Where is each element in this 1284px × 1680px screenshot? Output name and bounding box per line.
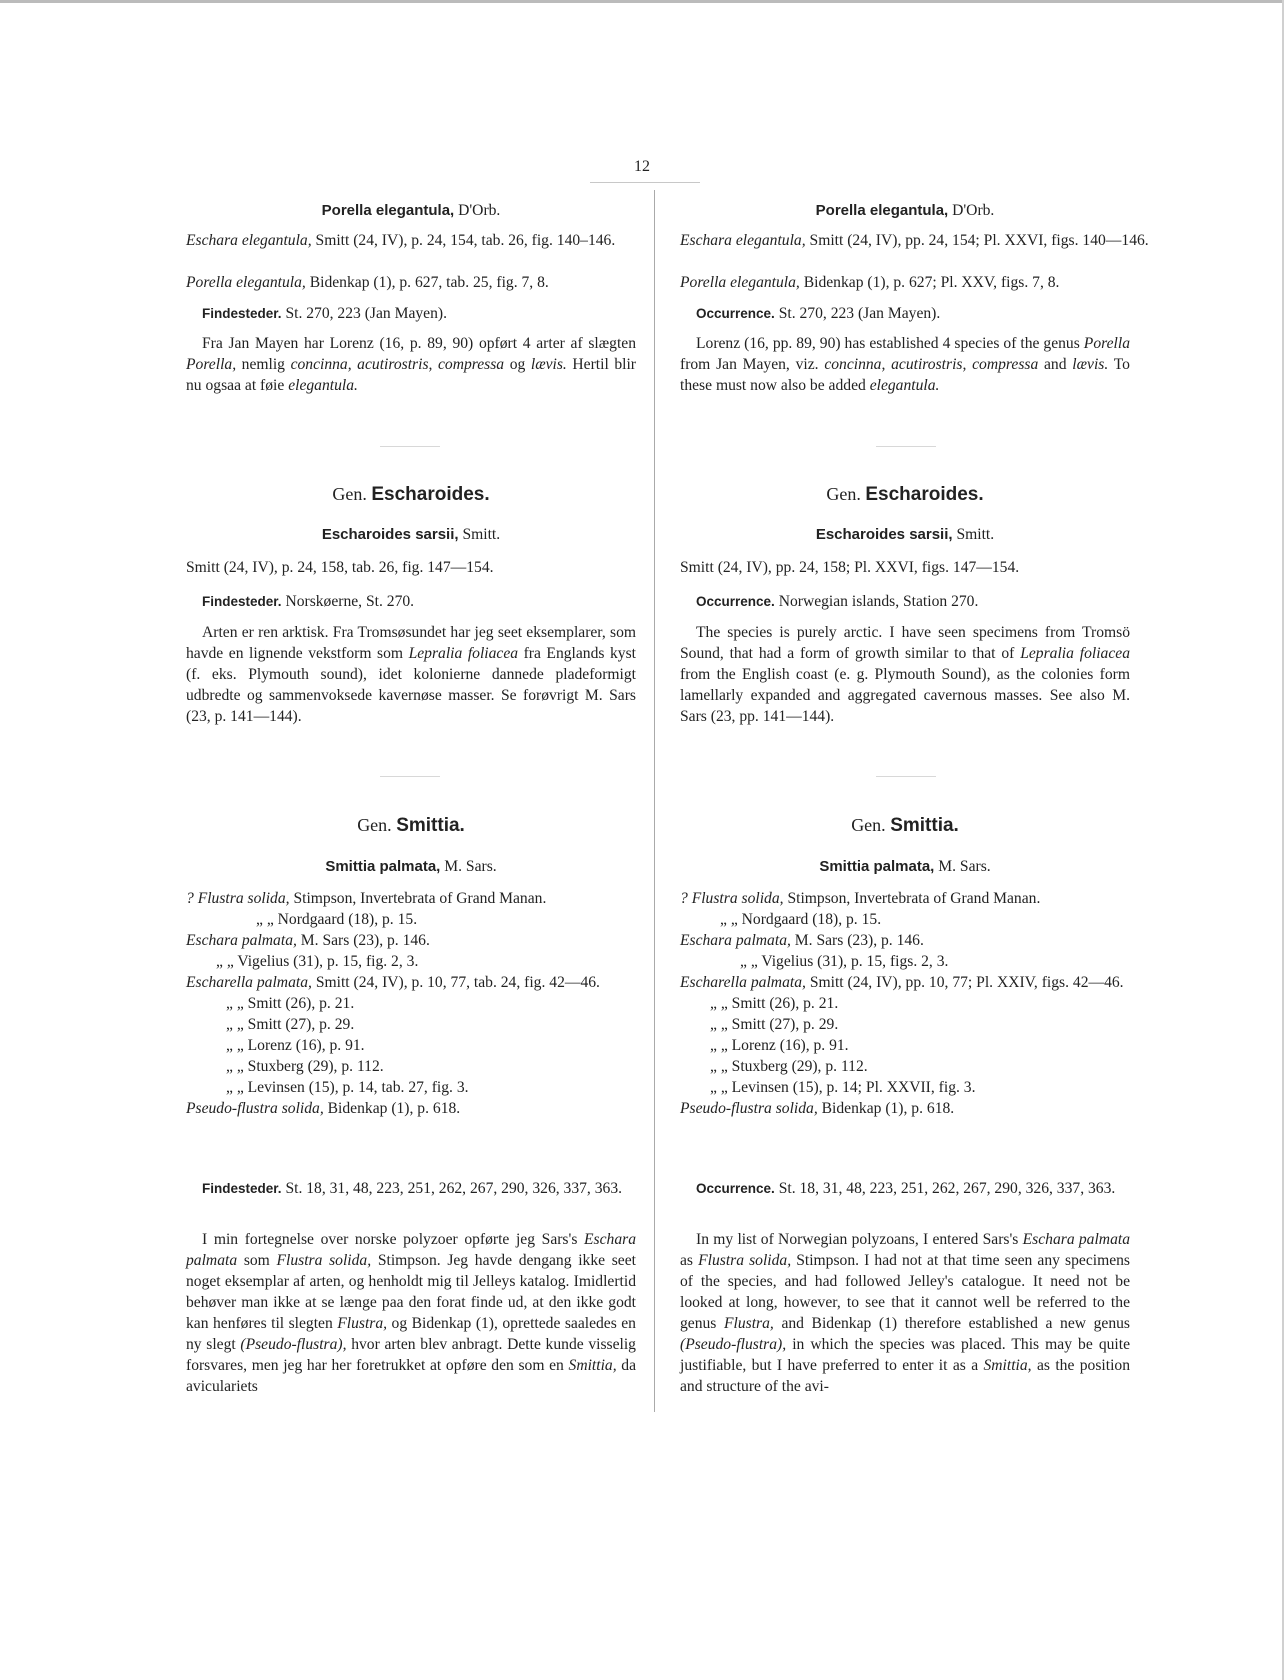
synonym-line: „ „ Stuxberg (29), p. 112. xyxy=(226,1058,384,1075)
synonym-line: Escharella palmata, Smitt (24, IV), p. 10, 77, tab. 24, fig. 42—46. xyxy=(186,974,600,991)
synonym-line: „ „ Smitt (26), p. 21. xyxy=(710,995,839,1012)
left-escharoides-genus-heading: Gen. Escharoides. xyxy=(332,484,490,505)
right-smittia-genus-heading: Gen. Smittia. xyxy=(851,815,959,836)
left-smittia-synonymy xyxy=(186,888,636,1119)
left-escharoides-title: Escharoides sarsii, Smitt. xyxy=(321,526,501,543)
synonym-line: Eschara palmata, M. Sars (23), p. 146. xyxy=(186,932,430,949)
right-porella-paragraph: Lorenz (16, pp. 89, 90) has established 4 species of the genus Porella from Jan Mayen, viz. concinna, acutirostris, compressa and lævis. To these must now also be added elegantula. xyxy=(680,335,1130,394)
left-smittia-title: Smittia palmata, M. Sars. xyxy=(325,858,497,875)
column-divider xyxy=(654,190,655,1412)
synonym-line: „ „ Smitt (27), p. 29. xyxy=(710,1016,839,1033)
right-escharoides-paragraph: The species is purely arctic. I have seen specimens from Tromsö Sound, that had a form of growth similar to that of Lepralia foliacea from the English coast (e. g. Plymouth Sound), as the colonies form lamellarly expanded and aggregated cavernous masses. See also M. Sars (23, pp. 141—144). xyxy=(680,624,1130,725)
synonym-line: „ „ Nordgaard (18), p. 15. xyxy=(720,911,882,928)
left-smittia-occurrence: Findesteder. St. 18, 31, 48, 223, 251, 262, 267, 290, 326, 337, 363. xyxy=(202,1180,623,1197)
synonym-line: „ „ Levinsen (15), p. 14, tab. 27, fig. 3. xyxy=(226,1079,469,1096)
section-separator xyxy=(876,446,936,447)
right-porella-ref: Eschara elegantula, Smitt (24, IV), pp. 24, 154; Pl. XXVI, figs. 140—146. xyxy=(680,232,1149,249)
synonym-line: Pseudo-flustra solida, Bidenkap (1), p. 618. xyxy=(186,1100,461,1117)
right-smittia-synonymy xyxy=(680,888,1130,1119)
right-porella-ref: Porella elegantula, Bidenkap (1), p. 627; Pl. XXV, figs. 7, 8. xyxy=(680,274,1060,291)
right-smittia-title: Smittia palmata, M. Sars. xyxy=(819,858,991,875)
left-porella-ref: Porella elegantula, Bidenkap (1), p. 627, tab. 25, fig. 7, 8. xyxy=(186,274,549,291)
right-escharoides-genus-heading: Gen. Escharoides. xyxy=(826,484,984,505)
synonym-line: „ „ Lorenz (16), p. 91. xyxy=(226,1037,365,1054)
synonym-line: „ „ Smitt (26), p. 21. xyxy=(226,995,355,1012)
right-porella-occurrence: Occurrence. St. 270, 223 (Jan Mayen). xyxy=(696,305,941,322)
page-number: 12 xyxy=(634,158,650,175)
synonym-line: Eschara palmata, M. Sars (23), p. 146. xyxy=(680,932,924,949)
left-escharoides-occurrence: Findesteder. Norskøerne, St. 270. xyxy=(202,593,415,610)
synonym-line: Escharella palmata, Smitt (24, IV), pp. 10, 77; Pl. XXIV, figs. 42—46. xyxy=(680,974,1124,991)
left-porella-title: Porella elegantula, D'Orb. xyxy=(321,202,501,219)
section-separator xyxy=(876,776,936,777)
synonym-line: Pseudo-flustra solida, Bidenkap (1), p. 618. xyxy=(680,1100,955,1117)
synonym-line: „ „ Stuxberg (29), p. 112. xyxy=(710,1058,868,1075)
right-escharoides-occurrence: Occurrence. Norwegian islands, Station 270. xyxy=(696,593,979,610)
left-porella-occurrence: Findesteder. St. 270, 223 (Jan Mayen). xyxy=(202,305,447,322)
synonym-line: „ „ Vigelius (31), p. 15, figs. 2, 3. xyxy=(740,953,949,970)
left-escharoides-ref: Smitt (24, IV), p. 24, 158, tab. 26, fig. 147—154. xyxy=(186,559,494,576)
left-porella-ref: Eschara elegantula, Smitt (24, IV), p. 24, 154, tab. 26, fig. 140–146. xyxy=(186,232,616,249)
synonym-line: ? Flustra solida, Stimpson, Invertebrata of Grand Manan. xyxy=(186,890,547,907)
synonym-line: „ „ Smitt (27), p. 29. xyxy=(226,1016,355,1033)
synonym-line: ? Flustra solida, Stimpson, Invertebrata of Grand Manan. xyxy=(680,890,1041,907)
left-escharoides-paragraph: Arten er ren arktisk. Fra Tromsøsundet har jeg seet eksemplarer, som havde en lignende vekstform som Lepralia foliacea fra Englands kyst (f. eks. Plymouth sound), idet kolonierne dannede pladeformigt udbredte og sammenvoksede kavernøse masser. Se forøvrigt M. Sars (23, p. 141—144). xyxy=(186,624,636,725)
section-separator xyxy=(380,446,440,447)
section-separator xyxy=(380,776,440,777)
synonym-line: „ „ Levinsen (15), p. 14; Pl. XXVII, fig. 3. xyxy=(710,1079,976,1096)
left-smittia-genus-heading: Gen. Smittia. xyxy=(357,815,465,836)
right-escharoides-title: Escharoides sarsii, Smitt. xyxy=(815,526,995,543)
page-top-edge xyxy=(0,0,1284,3)
right-smittia-paragraph: In my list of Norwegian polyzoans, I entered Sars's Eschara palmata as Flustra solida, Stimpson. I had not at that time seen any specimens of the species, and had followed Jelley's catalogue. It need not be looked at long, however, to see that it cannot well be referred to the genus Flustra, and Bidenkap (1) therefore established a new genus (Pseudo-flustra), in which the species was placed. This may be quite justifiable, but I have preferred to enter it as a Smittia, as the position and structure of the avi- xyxy=(680,1231,1130,1395)
synonym-line: „ „ Lorenz (16), p. 91. xyxy=(710,1037,849,1054)
left-porella-paragraph: Fra Jan Mayen har Lorenz (16, p. 89, 90) opført 4 arter af slægten Porella, nemlig concinna, acutirostris, compressa og lævis. Hertil blir nu ogsaa at føie elegantula. xyxy=(186,335,636,394)
right-escharoides-ref: Smitt (24, IV), pp. 24, 158; Pl. XXVI, figs. 147—154. xyxy=(680,559,1020,576)
left-smittia-paragraph: I min fortegnelse over norske polyzoer opførte jeg Sars's Eschara palmata som Flustra solida, Stimpson. Jeg havde dengang ikke seet noget eksemplar af arten, og henholdt mig til Jelleys katalog. Imidlertid behøver man ikke at se længe paa den forat finde ud, at den ikke godt kan henføres til slegten Flustra, og Bidenkap (1), oprettede saaledes en ny slegt (Pseudo-flustra), hvor arten blev anbragt. Dette kunde visselig forsvares, men jeg har her foretrukket at opføre den som en Smittia, da aviculariets xyxy=(186,1231,637,1395)
synonym-line: „ „ Nordgaard (18), p. 15. xyxy=(256,911,418,928)
page-number-rule xyxy=(590,182,700,183)
synonym-line: „ „ Vigelius (31), p. 15, fig. 2, 3. xyxy=(216,953,419,970)
right-smittia-occurrence: Occurrence. St. 18, 31, 48, 223, 251, 262, 267, 290, 326, 337, 363. xyxy=(696,1180,1116,1197)
right-porella-title: Porella elegantula, D'Orb. xyxy=(815,202,995,219)
